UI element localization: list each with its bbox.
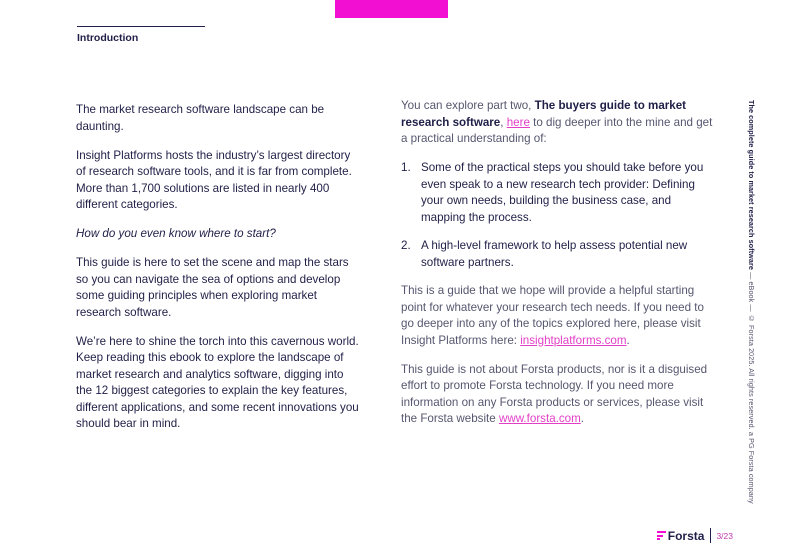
list-number: 2.	[401, 239, 411, 252]
forsta-logo	[657, 529, 705, 543]
paragraph: This guide is here to set the scene and map the stars so you can navigate the sea of options and develop some guiding principles when exploring market research software.	[76, 256, 349, 319]
list-item	[401, 160, 713, 226]
brand-name: Forsta	[667, 528, 705, 543]
steps-list	[401, 160, 713, 271]
side-title: The complete guide to market research software	[747, 100, 756, 270]
paragraph: We’re here to shine the torch into this cavernous world. Keep reading this ebook to explore the landscape of market research and analytics software, digging into the 12 biggest categories to explain the key features, different applications, and some recent innovations you should bear in mind.	[76, 334, 359, 430]
part-two-link[interactable]: here	[506, 115, 530, 129]
paragraph: Insight Platforms hosts the industry’s largest directory of research software tools, and it is far from complete. More than 1,700 solutions are listed in nearly 400 different categories.	[76, 148, 352, 211]
page-number: 3/23	[716, 530, 733, 541]
guide-title: The buyers guide to market research software	[401, 99, 687, 129]
paragraph: The market research software landscape can be daunting.	[76, 103, 325, 133]
section-rule	[77, 26, 205, 27]
forsta-website-link[interactable]: www.forsta.com	[498, 412, 581, 425]
guide-period: .	[626, 333, 630, 347]
page-footer	[657, 528, 733, 543]
insightplatforms-link[interactable]: insightplatforms.com	[520, 333, 627, 347]
list-number: 1.	[401, 161, 411, 174]
forsta-paragraph	[401, 362, 713, 428]
right-column	[401, 98, 713, 440]
forsta-text: This guide is not about Forsta products, nor is it a disguised effort to promote Forsta technology. If you need more information on any Forsta products or services, please visit the Forsta website	[401, 362, 708, 425]
list-item	[401, 238, 713, 271]
guide-text: This is a guide that we hope will provide a helpful starting point for whatever your research tech needs. If you need to go deeper into any of the topics explored here, please visit Insight Platforms here:	[401, 284, 704, 347]
guide-paragraph	[401, 283, 713, 349]
question-text: How do you even know where to start?	[76, 227, 276, 240]
forsta-period: .	[580, 412, 585, 425]
left-column	[76, 102, 359, 445]
intro-paragraph	[401, 98, 713, 148]
intro-text-end: to dig deeper into the mine and get a practical understanding of:	[401, 115, 713, 145]
side-caption	[747, 100, 756, 504]
intro-comma: ,	[500, 115, 507, 129]
section-title: Introduction	[77, 32, 139, 44]
list-text: Some of the practical steps you should take before you even speak to a new research tech provider: Defining your own needs, building the business case, and mapping the process.	[421, 161, 704, 224]
side-copyright: — eBook — © Forsta 2025. All rights reserved. a PG Forsta company	[747, 269, 756, 504]
forsta-logo-icon	[657, 531, 666, 540]
intro-text: You can explore part two,	[401, 99, 535, 112]
question	[76, 226, 359, 243]
footer-divider	[710, 528, 711, 543]
list-text: A high-level framework to help assess potential new software partners.	[421, 239, 688, 269]
accent-bar	[335, 0, 448, 18]
